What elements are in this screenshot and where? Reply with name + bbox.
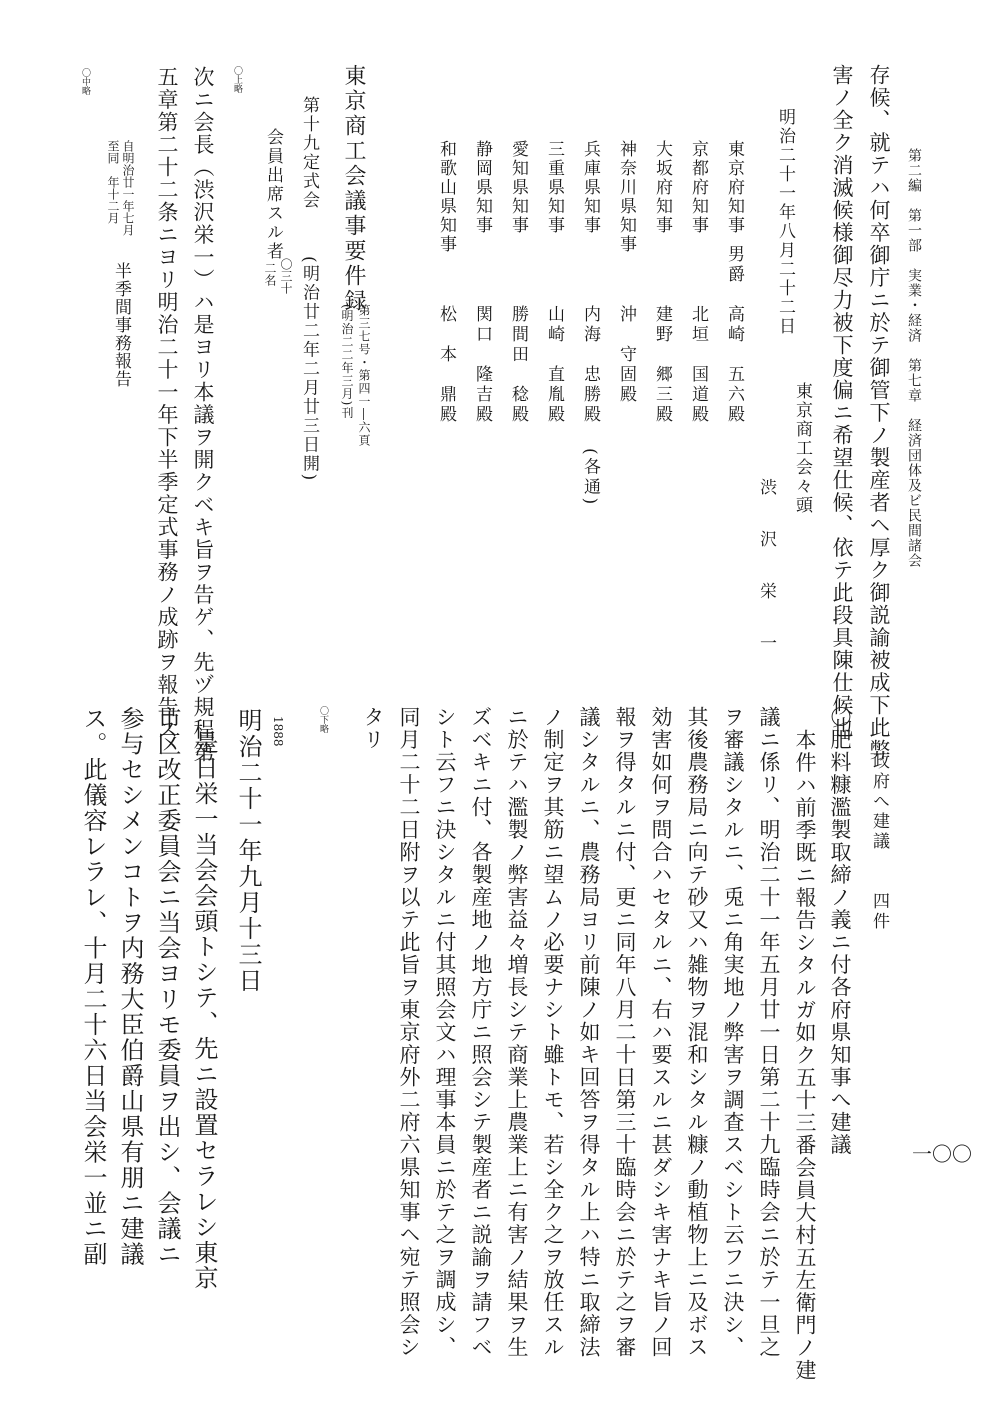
attendance-count: 〇三十 [279, 258, 293, 294]
recipient-office: 三重県知事 [544, 140, 564, 235]
recipient-name: 山崎 直胤殿 [544, 305, 564, 425]
meeting-date: (明治廿二年二月廿三日開) [299, 256, 319, 483]
period-range: 自明治廿一年七月 [121, 140, 135, 236]
body-line: 議ニ係リ、明治二十一年五月廿一日第二十九臨時会ニ於テ一旦之 [757, 706, 781, 1359]
body-line: 其後農務局ニ向テ砂又ハ雑物ヲ混和シタル糠ノ動植物上ニ及ボス [685, 706, 709, 1359]
source-title: 東京商工会議事要件録 [341, 64, 366, 314]
recipient-name: 沖 守固殿 [616, 305, 636, 405]
body-line: シト云フニ決シタルニ付其照会文ハ理事本員ニ於テ之ヲ調成シ、 [433, 706, 457, 1359]
omission-note: 〇上略 [232, 66, 242, 93]
recipient-name: 男爵 高崎 五六殿 [724, 245, 744, 425]
running-head: 第二編 第一部 実業・経済 第七章 経済団体及ビ民間諸会 [906, 148, 922, 568]
body-line: 効害如何ヲ問合ハセタルニ、右ハ要スルニ甚ダシキ害ナキ旨ノ回 [649, 706, 673, 1359]
entry-line: 市区改正委員会ニ当会ヨリモ委員ヲ出シ、会議ニ [153, 706, 181, 1267]
recipient-name: 建野 郷三殿 [652, 305, 672, 425]
text-line: 存候、就テハ何卒御庁ニ於テ御管下ノ製産者ヘ厚ク御説諭被成下此弊 [867, 64, 891, 762]
minutes-line: 五章第二十二条ニヨリ明治二十一年下半季定式事務ノ成跡ヲ報告ス [155, 66, 179, 741]
entry-line: 参与セシメンコトヲ内務大臣伯爵山県有朋ニ建議 [116, 706, 144, 1267]
body-line: ヲ審議シタルニ、兎ニ角実地ノ弊害ヲ調査スベシト云フニ決シ、 [721, 706, 745, 1359]
attendance-count: 二名 [263, 262, 277, 286]
recipient-office: 京都府知事 [688, 140, 708, 235]
recipient-office: 和歌山県知事 [436, 140, 456, 254]
sender-title: 東京商工会々頭 [792, 382, 812, 515]
item-heading: 〇肥料糠濫製取締ノ義ニ付各府県知事へ建議 [828, 706, 852, 1156]
meeting-name: 第十九定式会 [299, 96, 319, 210]
body-line: 本件ハ前季既ニ報告シタルガ如ク五十三番会員大村五左衛門ノ建 [793, 729, 817, 1382]
western-year: 1888 [271, 716, 285, 747]
recipient-office: 愛知県知事 [508, 140, 528, 235]
entry-line: 是日栄一当会会頭トシテ、先ニ設置セラレシ東京 [190, 730, 218, 1291]
entry-date: 明治二十一年九月十三日 [234, 708, 262, 994]
omission-note: 〇下略 [318, 706, 328, 733]
recipient-office: 東京府知事 [724, 140, 744, 235]
body-line: ノ制定ヲ其筋ニ望ムノ必要ナシト雖トモ、若シ全ク之ヲ放任スル [541, 706, 565, 1359]
recipient-office: 静岡県知事 [472, 140, 492, 235]
body-line: ニ於テハ濫製ノ弊害益々増長シテ商業上農業上ニ有害ノ結果ヲ生 [505, 706, 529, 1359]
recipient-name: 関口 隆吉殿 [472, 305, 492, 425]
section-title: 政府へ建議 四件 [869, 752, 889, 932]
text-line: 害ノ全ク消滅候様御尽力被下度偏ニ希望仕候、依テ此段具陳仕候也 [830, 64, 854, 739]
recipient-office: 神奈川県知事 [616, 140, 636, 254]
source-ref: 第三七号・第四一―六頁 [357, 304, 371, 447]
attendance-label: 会員出席スル者 [263, 128, 283, 261]
body-line: ズベキニ付、各製産地ノ地方庁ニ照会シテ製産者ニ説諭ヲ請フベ [469, 706, 493, 1359]
body-line: 議シタルニ、農務局ヨリ前陳ノ如キ回答ヲ得タル上ハ特ニ取締法 [577, 706, 601, 1359]
body-line: 同月二十二日附ヲ以テ此旨ヲ東京府外二府六県知事ヘ宛テ照会シ [397, 706, 421, 1359]
recipient-name: 内海 忠勝殿 [580, 305, 600, 425]
omission-note: 〇中略 [80, 68, 90, 95]
minutes-line: 次ニ会長（渋沢栄一）ハ是ヨリ本議ヲ開クベキ旨ヲ告ゲ、先ヅ規程第 [191, 66, 215, 764]
period-range: 至同 年十二月 [106, 140, 120, 224]
recipient-name: 北垣 国道殿 [688, 305, 708, 425]
recipient-name: 勝間田 稔殿 [508, 305, 528, 425]
recipient-office: 大坂府知事 [652, 140, 672, 235]
recipient-name: 松 本 鼎殿 [436, 305, 456, 425]
recipients-note: (各通) [580, 448, 600, 508]
sender-name: 渋 沢 栄 一 [756, 478, 776, 660]
body-line: 報ヲ得タルニ付、更ニ同年八月二十日第三十臨時会ニ於テ之ヲ審 [613, 706, 637, 1359]
period-label: 半季間事務報告 [111, 262, 131, 388]
page-number: 一〇〇 [912, 1142, 972, 1166]
recipient-office: 兵庫県知事 [580, 140, 600, 235]
entry-line: ス。此儀容レラレ、十月二十六日当会栄一並ニ副 [79, 706, 107, 1267]
letter-date: 明治二十一年八月二十二日 [775, 108, 795, 336]
source-ref: (明治二二年三月)刊 [340, 304, 354, 420]
body-line: タリ [361, 706, 385, 751]
